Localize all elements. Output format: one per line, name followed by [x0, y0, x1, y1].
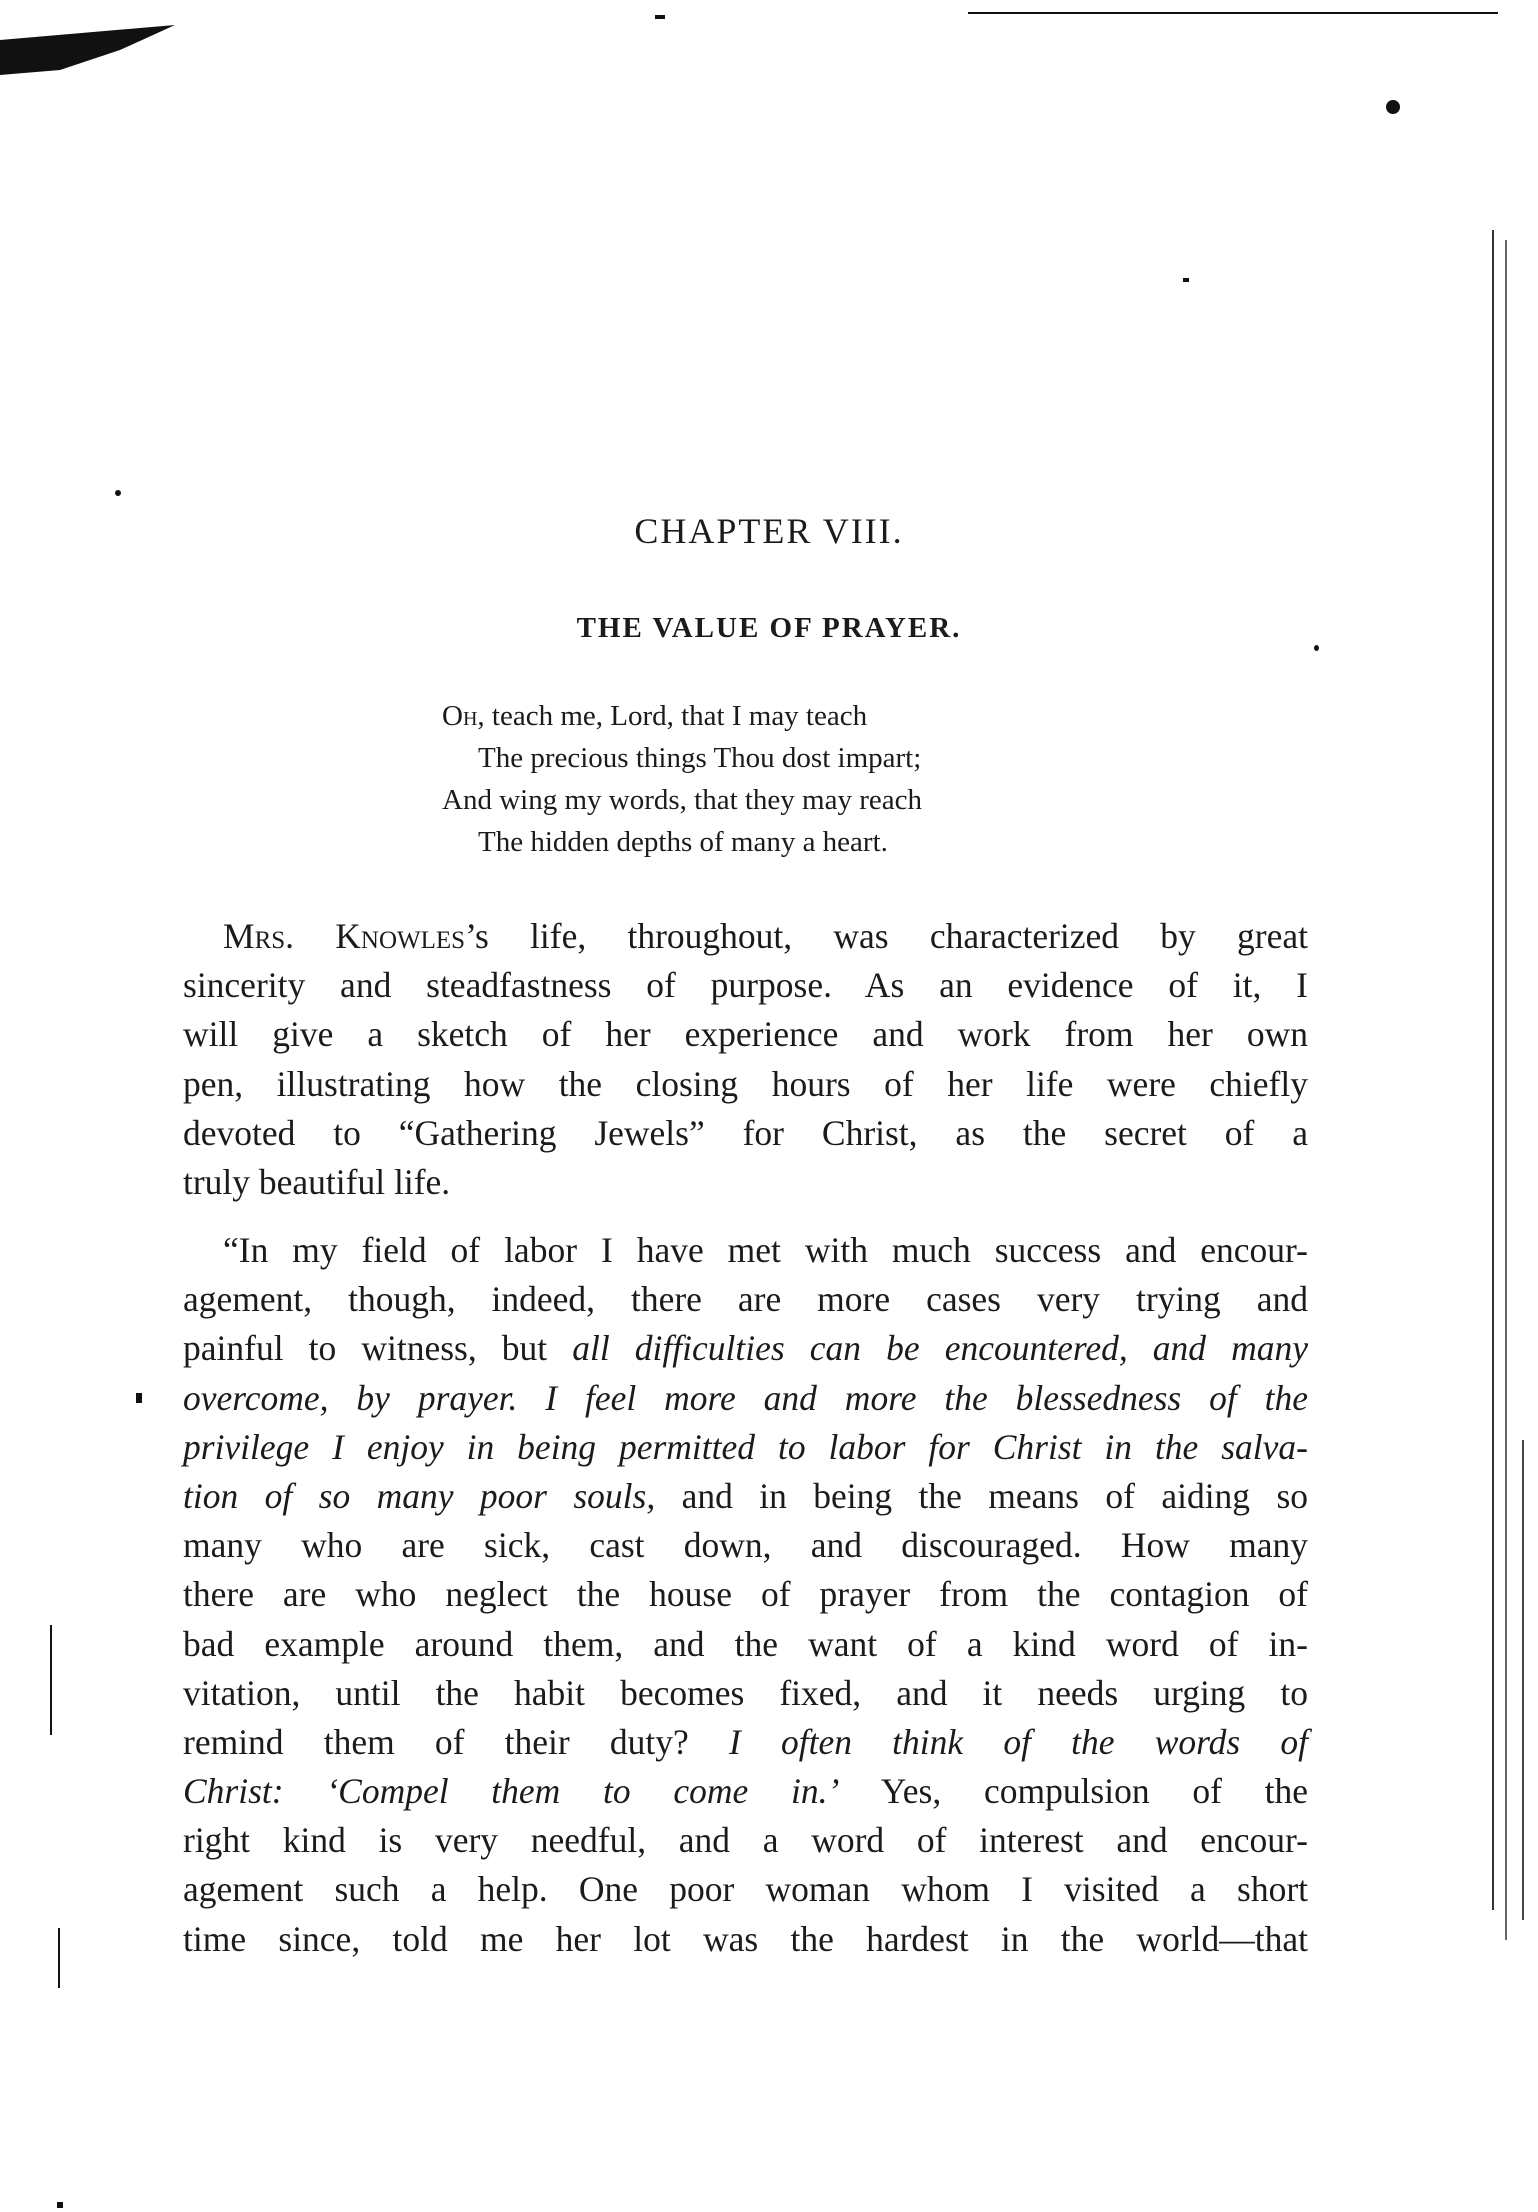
chapter-subtitle: THE VALUE OF PRAYER.	[576, 612, 962, 644]
text-line	[183, 1324, 1308, 1373]
text-line	[183, 1767, 1308, 1816]
scan-dot	[136, 1393, 142, 1403]
text-line: devoted to “Gathering Jewels” for Christ, as the secret of a	[183, 1112, 1308, 1153]
margin-line-left	[50, 1625, 52, 1735]
text-line: right kind is very needful, and a word of interest and encour-	[183, 1820, 1308, 1861]
text-line: overcome, by prayer. I feel more and more the blessedness of the	[183, 1377, 1308, 1418]
epigraph-line-text: teach me, Lord, that I may teach	[484, 700, 868, 732]
body-paragraph-quote	[183, 1226, 1308, 1964]
epigraph-lead-word: Oh,	[442, 700, 485, 732]
text-run: ’s life, throughout, was characterized by great	[465, 916, 1308, 956]
epigraph-line	[442, 695, 1142, 737]
text-line	[183, 912, 1308, 961]
epigraph-line: The hidden depths of many a heart.	[478, 826, 888, 858]
text-line: will give a sketch of her experience and work from her own	[183, 1014, 1308, 1055]
epigraph-line: And wing my words, that they may reach	[442, 784, 923, 816]
text-line: privilege I enjoy in being permitted to labor for Christ in the salva-	[183, 1426, 1308, 1467]
text-line: vitation, until the habit becomes fixed, and it needs urging to	[183, 1672, 1308, 1713]
scan-dot	[1314, 645, 1319, 651]
epigraph-line: The precious things Thou dost impart;	[478, 742, 922, 774]
text-line: truly beautiful life.	[183, 1161, 451, 1202]
binding-edge-line	[1505, 240, 1507, 1940]
text-line: agement, though, indeed, there are more cases very trying and	[183, 1279, 1308, 1320]
binding-edge-line	[1492, 230, 1494, 1910]
text-line: time since, told me her lot was the hardest in the world—that	[183, 1918, 1308, 1959]
scan-dot	[655, 15, 665, 19]
scan-dot	[57, 2202, 63, 2208]
text-line: many who are sick, cast down, and discouraged. How many	[183, 1525, 1308, 1566]
name-small-caps: Mrs. Knowles	[223, 916, 466, 956]
text-line: pen, illustrating how the closing hours of her life were chiefly	[183, 1063, 1308, 1104]
scan-dot	[1183, 278, 1189, 282]
text-run: Yes, compulsion of the	[839, 1771, 1308, 1812]
text-line: there are who neglect the house of prayer from the contagion of	[183, 1574, 1308, 1615]
scan-dot	[115, 490, 121, 496]
italic-run: Christ: ‘Compel them to come in.’	[183, 1771, 840, 1812]
top-rule-scan-mark	[968, 12, 1498, 14]
body-paragraph-intro	[183, 912, 1308, 1207]
text-line	[183, 1472, 1308, 1521]
corner-scan-mark	[0, 20, 180, 80]
text-line: sincerity and steadfastness of purpose. As an evidence of it, I	[183, 965, 1308, 1006]
text-line: bad example around them, and the want of a kind word of in-	[183, 1623, 1308, 1664]
margin-line-left	[58, 1928, 60, 1988]
italic-run: all difficulties can be encountered, and many	[572, 1328, 1309, 1369]
scan-dot	[1386, 100, 1400, 114]
italic-run: tion of so many poor souls,	[183, 1475, 656, 1516]
binding-edge-line	[1522, 1440, 1524, 1920]
text-line	[183, 1718, 1308, 1767]
epigraph-poem	[442, 695, 1142, 863]
text-line: “In my field of labor I have met with much success and encour-	[223, 1230, 1308, 1270]
text-run: painful to witness, but	[183, 1328, 573, 1369]
italic-run: I often think of the words of	[728, 1721, 1308, 1762]
text-run: and in being the means of aiding so	[655, 1475, 1309, 1516]
chapter-heading: CHAPTER VIII.	[634, 511, 904, 551]
text-line: agement such a help. One poor woman whom I visited a short	[183, 1869, 1308, 1910]
text-run: remind them of their duty?	[183, 1721, 729, 1762]
